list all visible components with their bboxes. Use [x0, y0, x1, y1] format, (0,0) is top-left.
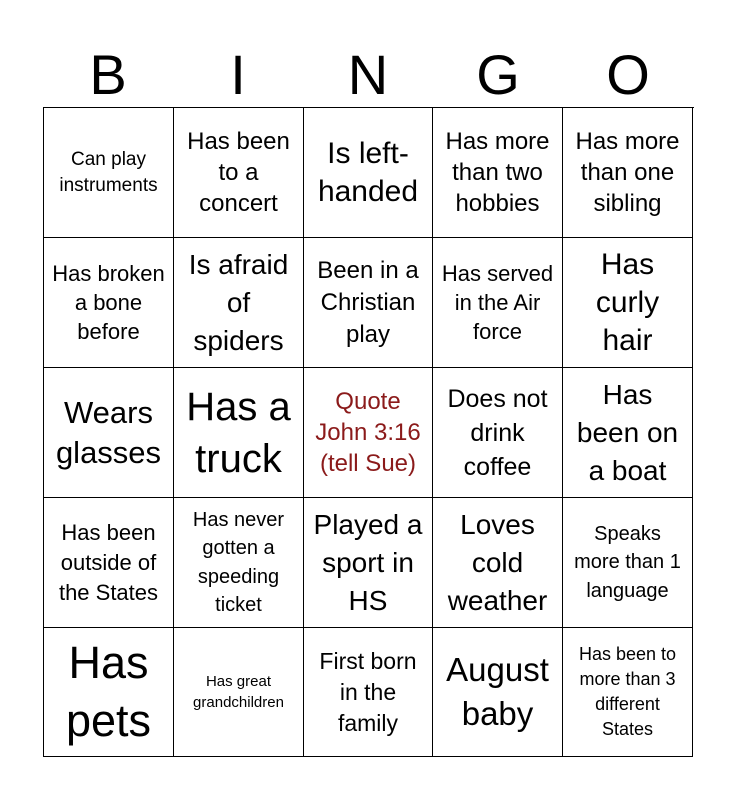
bingo-cell[interactable] [174, 498, 304, 628]
cell-text: Has more than one sibling [575, 128, 680, 217]
bingo-cell[interactable] [304, 238, 433, 368]
header-letter-g: G [476, 43, 520, 106]
bingo-header [43, 42, 693, 108]
cell-text: Loves cold weather [447, 508, 548, 616]
bingo-cell[interactable] [44, 498, 174, 628]
bingo-cell[interactable] [563, 108, 693, 238]
cell-text: Can play instruments [59, 148, 158, 196]
bingo-cell[interactable] [433, 368, 563, 498]
cell-text: Has been on a boat [576, 378, 679, 486]
bingo-cell[interactable] [563, 238, 693, 368]
cell-text: Has more than two hobbies [445, 128, 550, 217]
cell-text: Has pets [65, 637, 152, 746]
free-space-cell[interactable] [304, 368, 433, 498]
bingo-cell[interactable] [174, 368, 304, 498]
bingo-cell[interactable] [44, 108, 174, 238]
header-letter-b: B [89, 43, 127, 106]
header-letter-o: O [606, 43, 650, 106]
cell-text: August baby [446, 651, 549, 732]
bingo-cell[interactable] [44, 238, 174, 368]
cell-text: Has never gotten a speeding ticket [192, 508, 285, 616]
bingo-cell[interactable] [44, 368, 174, 498]
cell-text: First born in the family [319, 647, 417, 736]
bingo-cell[interactable] [44, 628, 174, 757]
bingo-cell[interactable] [304, 108, 433, 238]
cell-text: Does not drink coffee [447, 384, 548, 481]
cell-text: Has a truck [186, 384, 291, 481]
cell-text: Has been to a concert [187, 128, 290, 217]
cell-text: Has been to more than 3 different States [578, 644, 677, 739]
bingo-cell[interactable] [563, 498, 693, 628]
header-letter-i: I [230, 43, 246, 106]
bingo-cell[interactable] [174, 108, 304, 238]
bingo-cell[interactable] [563, 368, 693, 498]
cell-text: Has been outside of the States [58, 519, 159, 605]
bingo-cell[interactable] [433, 238, 563, 368]
cell-text: Been in a Christian play [317, 256, 419, 348]
bingo-cell[interactable] [304, 628, 433, 757]
bingo-cell[interactable] [433, 108, 563, 238]
free-space-text: Quote John 3:16 (tell Sue) [315, 388, 421, 477]
bingo-cell[interactable] [563, 628, 693, 757]
cell-text: Has great grandchildren [193, 673, 284, 711]
cell-text: Has served in the Air force [441, 261, 554, 344]
bingo-cell[interactable] [433, 498, 563, 628]
cell-text: Speaks more than 1 language [574, 522, 681, 602]
header-letter-n: N [347, 43, 389, 106]
cell-text: Has curly hair [595, 247, 660, 357]
cell-text: Is left-handed [317, 136, 419, 208]
cell-text: Played a sport in HS [313, 508, 423, 616]
cell-text: Is afraid of spiders [188, 248, 289, 356]
bingo-cell[interactable] [433, 628, 563, 757]
cell-text: Has broken a bone before [52, 261, 165, 344]
bingo-grid [43, 107, 694, 757]
cell-text: Wears glasses [55, 394, 162, 470]
bingo-cell[interactable] [174, 628, 304, 757]
bingo-cell[interactable] [174, 238, 304, 368]
bingo-cell[interactable] [304, 498, 433, 628]
